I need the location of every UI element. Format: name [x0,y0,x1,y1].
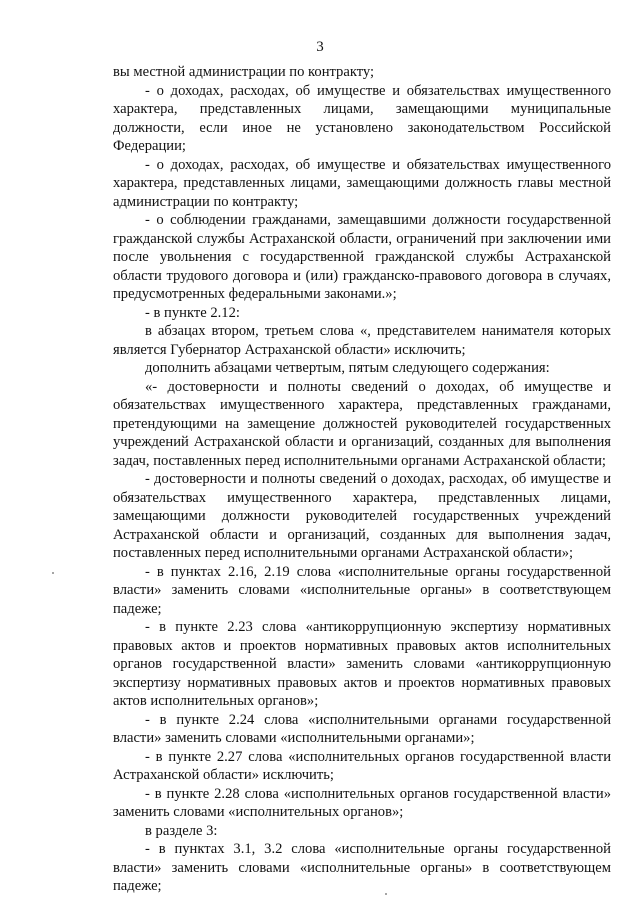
paragraph: - в пункте 2.12: [145,304,240,321]
paragraph: - о соблюдении гражданами, замещавшими должности государственной гражданской службы Астраханской области, ограничений при заключении ими после увольнения с государственной гражданской службы Астраханской области трудового договора и (или) гражданско-правового договора в случаях, предусмотренных федеральными законами.»; [113,212,611,302]
paragraph: - достоверности и полноты сведений о доходах, расходах, об имуществе и обязательствах имущественного характера, представленных лицами, замещающими должности руководителей государственных учреждений Астраханской области и организаций, созданных для выполнения задач, поставленных перед исполнительными органами Астраханской области»; [113,471,611,561]
paragraph: в разделе 3: [145,822,218,839]
paragraph-continuation: вы местной администрации по контракту; [113,64,375,80]
scan-speck [385,893,387,895]
paragraph: «- достоверности и полноты сведений о доходах, об имуществе и обязательствах имущественного характера, представленных гражданами, претендующими на замещение должностей руководителей государственных учреждений Астраханской области и организаций, созданных для выполнения задач, поставленных перед исполнительными органами Астраханской области; [113,378,611,469]
paragraph: - о доходах, расходах, об имуществе и обязательствах имущественного характера, представленных лицами, замещающими должность главы местной администрации по контракту; [113,156,611,210]
paragraph: - в пунктах 3.1, 3.2 слова «исполнительные органы государственной власти» заменить словами «исполнительные органы» в соответствующем падеже; [113,841,611,894]
paragraph: дополнить абзацами четвертым, пятым следующего содержания: [145,360,550,376]
paragraph: - в пункте 2.23 слова «антикоррупционную экспертизу нормативных правовых актов и проектов нормативных правовых актов исполнительных органов государственной власти» заменить словами «антикоррупционную экспертизу нормативных правовых актов и проектов нормативных правовых актов исполнительных органов»; [113,619,611,709]
paragraph: - в пункте 2.27 слова «исполнительных органов государственной власти Астраханской области» исключить; [113,748,611,783]
paragraph: - в пунктах 2.16, 2.19 слова «исполнительные органы государственной власти» заменить словами «исполнительные органы» в соответствующем падеже; [113,563,611,617]
page-number: 3 [316,39,324,55]
scan-speck [52,572,54,574]
paragraph: - в пункте 2.28 слова «исполнительных органов государственной власти» заменить словами «исполнительных органов»; [113,785,611,820]
paragraph: в абзацах втором, третьем слова «, представителем нанимателя которых является Губернатор Астраханской области» исключить; [113,323,611,358]
paragraph: - в пункте 2.24 слова «исполнительными органами государственной власти» заменить словами «исполнительными органами»; [113,711,611,746]
document-body [113,63,611,896]
paragraph: - о доходах, расходах, об имуществе и обязательствах имущественного характера, представленных лицами, замещающими муниципальные должности, если иное не установлено законодательством Российской Федерации; [113,82,611,154]
